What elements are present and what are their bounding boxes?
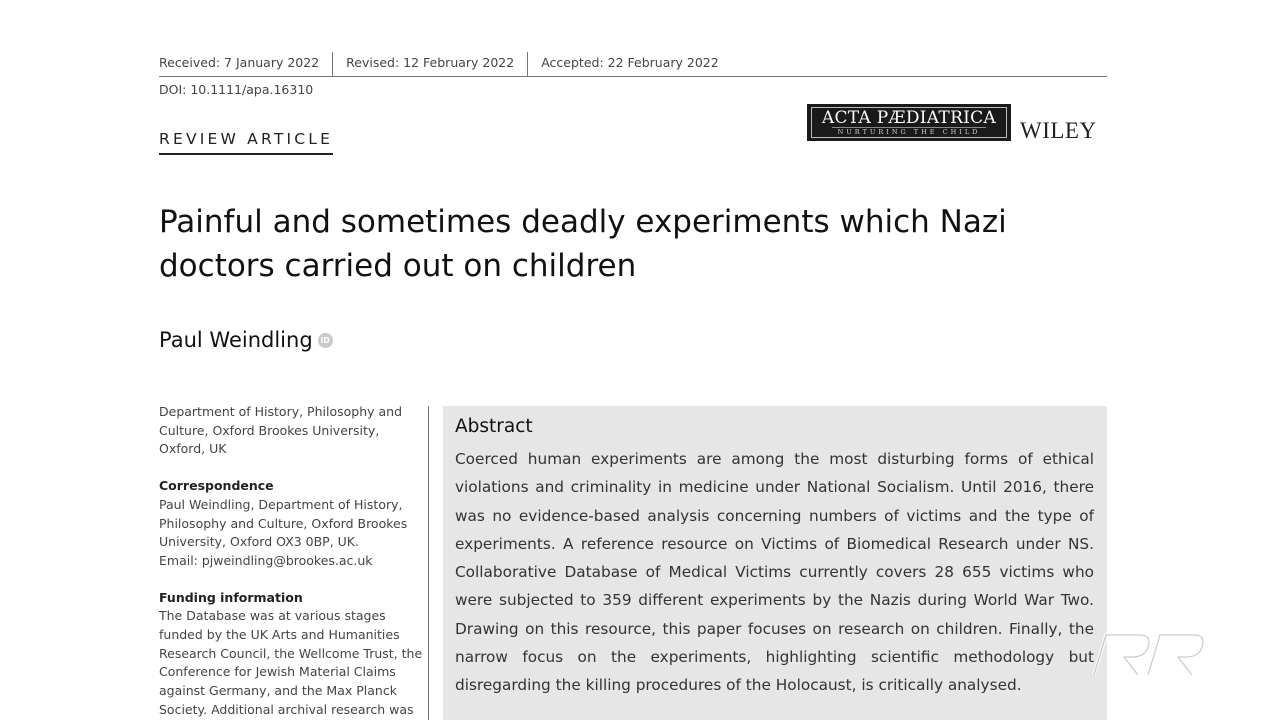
- doi[interactable]: DOI: 10.1111/apa.16310: [159, 82, 314, 97]
- column-divider: [428, 406, 429, 720]
- funding-heading: Funding information: [159, 589, 303, 605]
- accepted-date: Accepted: 22 February 2022: [541, 55, 719, 70]
- correspondence-email[interactable]: Email: pjweindling@brookes.ac.uk: [159, 552, 373, 568]
- affiliation-text: Department of History, Philosophy and Culture, Oxford Brookes University, Oxford, UK: [159, 404, 403, 457]
- date-separator: [527, 52, 528, 76]
- abstract-box: [443, 406, 1107, 720]
- journal-tagline: NURTURING THE CHILD: [832, 127, 987, 136]
- orcid-icon[interactable]: iD: [318, 333, 333, 348]
- correspondence-text: Paul Weindling, Department of History, Philosophy and Culture, Oxford Brookes University, Oxford OX3 0BP, UK.: [159, 496, 408, 550]
- funding-text: The Database was at various stages funded by the UK Arts and Humanities Research Council, the Wellcome Trust, the Conference for Jewish Material Claims against Germany, and the Max Planck Society. Additional archival research was: [159, 608, 423, 717]
- correspondence-block: [159, 477, 424, 571]
- journal-name: ACTA PÆDIATRICA: [821, 108, 997, 128]
- affiliation-block: [159, 403, 424, 459]
- received-date: Received: 7 January 2022: [159, 55, 320, 70]
- author: [159, 328, 333, 352]
- section-label: REVIEW ARTICLE: [159, 130, 333, 155]
- article-title: Painful and sometimes deadly experiments which Nazi doctors carried out on children: [159, 204, 1007, 284]
- author-name[interactable]: Paul Weindling: [159, 328, 313, 352]
- funding-block: [159, 589, 424, 720]
- revised-date: Revised: 12 February 2022: [346, 55, 515, 70]
- article-sidebar: [159, 403, 424, 720]
- date-separator: [332, 52, 333, 76]
- abstract-heading: Abstract: [455, 416, 533, 437]
- abstract-text: Coerced human experiments are among the most disturbing forms of ethical violations and criminality in medicine under National Socialism. Until 2016, there was no evidence-based analysis concerning numbers of victims and the type of experiments. A reference resource on Victims of Biomedical Research under NS. Collaborative Database of Medical Victims currently covers 28 655 victims who were subjected to 359 different experiments by the Nazis during World War Two. Drawing on this resource, this paper focuses on research on children. Finally, the narrow focus on the experiments, highlighting scientific methodology but disregarding the killing procedures of the Holocaust, is critically analysed.: [455, 450, 1094, 695]
- journal-logo: [807, 104, 1011, 141]
- publisher-logo: WILEY: [1020, 118, 1097, 143]
- correspondence-heading: Correspondence: [159, 478, 274, 494]
- channel-watermark-icon: [1088, 627, 1210, 679]
- article-dates: [159, 52, 1107, 77]
